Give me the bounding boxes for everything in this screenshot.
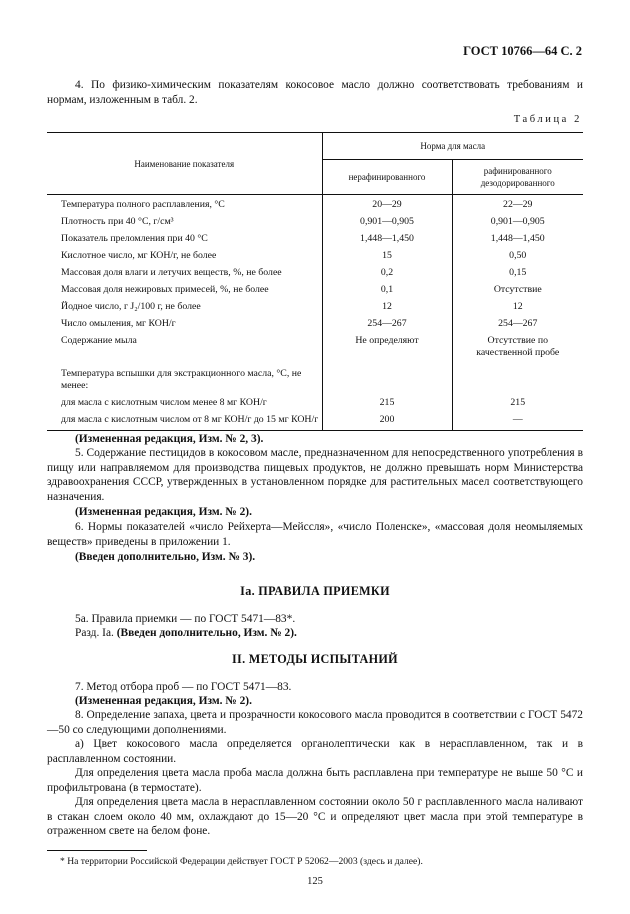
paragraph-razd	[47, 626, 583, 641]
row-name: Йодное число, г J₂/100 г, не более	[61, 301, 201, 312]
paragraph-7: 7. Метод отбора проб — по ГОСТ 5471—83.	[75, 681, 292, 693]
table-row	[47, 265, 583, 282]
paragraph-5: 5. Содержание пестицидов в кокосовом масле, предназначенном для непосредственного употребления в пищу или направляемом для производства пищевых продуктов, не должно превышать норм Министерства здравоохранения СССР, утвержденных в установленном порядке для растительных масел соответствующего назначения.	[47, 447, 583, 503]
row-refined: 1,448—1,450	[452, 231, 583, 248]
footnote: * На территории Российской Федерации действует ГОСТ Р 52062—2003 (здесь и далее).	[60, 856, 423, 867]
row-name: Кислотное число, мг КОН/г, не более	[61, 250, 217, 261]
table-row	[47, 316, 583, 333]
footnote-rule	[47, 850, 147, 851]
razd-note: (Введен дополнительно, Изм. № 2).	[116, 627, 297, 639]
row-unrefined: 0,2	[322, 265, 452, 282]
row-refined: 0,15	[452, 265, 583, 282]
row-refined: Отсутствие по качественной пробе	[452, 333, 583, 362]
col-header-name: Наименование показателя	[47, 133, 322, 195]
row-name: Плотность при 40 °С, г/см³	[61, 216, 174, 227]
row-refined: 0,901—0,905	[452, 214, 583, 231]
row-refined: 254—267	[452, 316, 583, 333]
paragraph-8b: Для определения цвета масла проба масла должна быть расплавлена при температуре не выше 50 °С и профильтрована (в термостате).	[47, 767, 583, 794]
document-header: ГОСТ 10766—64 С. 2	[463, 44, 582, 58]
table-row	[47, 395, 583, 412]
table-row	[47, 248, 583, 265]
paragraph-4: 4. По физико-химическим показателям кокосовое масло должно соответствовать требованиям и нормам, изложенным в табл. 2.	[47, 79, 583, 106]
table-row	[47, 282, 583, 299]
row-unrefined: 200	[322, 412, 452, 431]
row-unrefined: 0,1	[322, 282, 452, 299]
table-row	[47, 299, 583, 316]
table-row	[47, 333, 583, 362]
row-unrefined: 0,901—0,905	[322, 214, 452, 231]
row-name: Температура полного расплавления, °С	[61, 199, 225, 210]
row-refined: 215	[452, 395, 583, 412]
row-refined: —	[452, 412, 583, 431]
table-row	[47, 231, 583, 248]
amendment-note-1: (Измененная редакция, Изм. № 2, 3).	[75, 433, 264, 445]
row-name: Массовая доля нежировых примесей, %, не более	[61, 284, 269, 295]
paragraph-8: 8. Определение запаха, цвета и прозрачности кокосового масла проводится в соответствии с ГОСТ 5472—50 со следующими дополнениями.	[47, 709, 583, 736]
row-name: Содержание мыла	[61, 335, 137, 346]
paragraph-5a: 5а. Правила приемки — по ГОСТ 5471—83*.	[75, 613, 296, 625]
amendment-note-3: (Введен дополнительно, Изм. № 3).	[75, 551, 256, 563]
row-refined	[452, 362, 583, 395]
row-unrefined: 20—29	[322, 195, 452, 215]
row-name: для масла с кислотным числом менее 8 мг КОН/г	[61, 397, 267, 408]
row-unrefined: 15	[322, 248, 452, 265]
table-row	[47, 412, 583, 431]
col-header-unrefined: нерафинированного	[322, 160, 452, 195]
amendment-note-4: (Измененная редакция, Изм. № 2).	[75, 695, 252, 707]
table-row	[47, 362, 583, 395]
paragraph-8c: Для определения цвета масла в нерасплавленном состоянии около 50 г расплавленного масла наливают в стакан слоем около 40 мм, охлаждают до 15—20 °С и определяют цвет масла при этой температуре в отраженном свете на белом фоне.	[47, 796, 583, 838]
table-row	[47, 195, 583, 215]
row-unrefined: 12	[322, 299, 452, 316]
amendment-note-2: (Измененная редакция, Изм. № 2).	[75, 506, 252, 518]
row-name: Температура вспышки для экстракционного масла, °С, не менее:	[61, 368, 302, 391]
razd-prefix: Разд. Iа.	[75, 627, 117, 639]
table-2	[47, 132, 583, 431]
col-header-refined: рафинированного дезодорированного	[452, 160, 583, 195]
paragraph-8a: а) Цвет кокосового масла определяется органолептически как в нерасплавленном, так и в расплавленном состоянии.	[47, 738, 583, 765]
section-heading-methods: II. МЕТОДЫ ИСПЫТАНИЙ	[232, 652, 398, 666]
row-refined: 0,50	[452, 248, 583, 265]
row-unrefined: 1,448—1,450	[322, 231, 452, 248]
row-unrefined: 254—267	[322, 316, 452, 333]
row-name: Массовая доля влаги и летучих веществ, %, не более	[61, 267, 282, 278]
row-name: Показатель преломления при 40 °С	[61, 233, 208, 244]
table-row	[47, 214, 583, 231]
col-header-group: Норма для масла	[322, 133, 583, 160]
table-caption: Таблица 2	[513, 114, 582, 125]
row-refined: 12	[452, 299, 583, 316]
row-name: для масла с кислотным числом от 8 мг КОН/г до 15 мг КОН/г	[47, 412, 322, 431]
row-unrefined: 215	[322, 395, 452, 412]
row-refined: 22—29	[452, 195, 583, 215]
row-unrefined: Не определяют	[322, 333, 452, 362]
row-unrefined	[322, 362, 452, 395]
paragraph-6: 6. Нормы показателей «число Рейхерта—Мейсcля», «число Поленске», «массовая доля неомыляемых веществ» приведены в приложении 1.	[47, 521, 583, 548]
row-refined: Отсутствие	[452, 282, 583, 299]
page-number: 125	[307, 876, 323, 887]
row-name: Число омыления, мг КОН/г	[61, 318, 176, 329]
section-heading-acceptance: Iа. ПРАВИЛА ПРИЕМКИ	[240, 584, 390, 598]
